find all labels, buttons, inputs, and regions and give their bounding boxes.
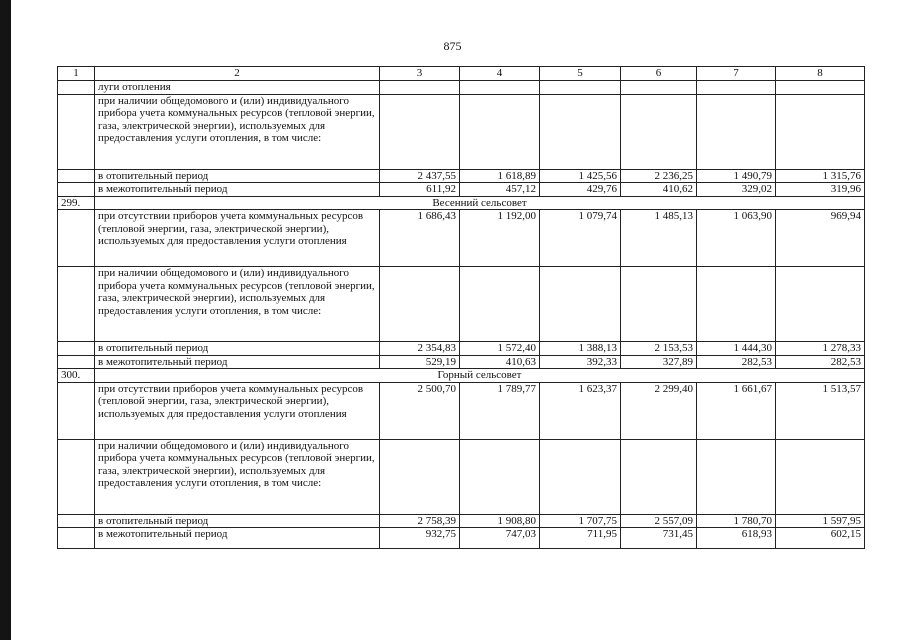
table-row <box>58 514 865 528</box>
value-cell: 1 079,74 <box>540 210 621 267</box>
row-label: при наличии общедомового и (или) индивидуального прибора учета коммунальных ресурсов (тепловой энергии, газа, электрической энергии), используемых для предоставления услуги отопления, в том числе: <box>95 439 380 514</box>
value-cell: 1 597,95 <box>776 514 865 528</box>
value-cell: 1 444,30 <box>697 342 776 356</box>
value-cell: 2 500,70 <box>380 382 460 439</box>
row-label: при наличии общедомового и (или) индивидуального прибора учета коммунальных ресурсов (тепловой энергии, газа, электрической энергии), используемых для предоставления услуги отопления, в том числе: <box>95 267 380 342</box>
value-cell: 618,93 <box>697 528 776 549</box>
col-header: 8 <box>776 67 865 81</box>
value-cell: 1 623,37 <box>540 382 621 439</box>
col-header: 1 <box>58 67 95 81</box>
row-label: в отопительный период <box>95 342 380 356</box>
value-cell: 932,75 <box>380 528 460 549</box>
value-cell: 1 618,89 <box>460 169 540 183</box>
section-number: 300. <box>58 369 95 383</box>
value-cell: 1 278,33 <box>776 342 865 356</box>
value-cell: 457,12 <box>460 183 540 197</box>
value-cell: 2 299,40 <box>621 382 697 439</box>
table-row <box>58 382 865 439</box>
value-cell: 2 354,83 <box>380 342 460 356</box>
value-cell: 747,03 <box>460 528 540 549</box>
value-cell: 711,95 <box>540 528 621 549</box>
table-row <box>58 210 865 267</box>
value-cell: 1 490,79 <box>697 169 776 183</box>
table-row <box>58 528 865 549</box>
value-cell: 2 758,39 <box>380 514 460 528</box>
col-header: 7 <box>697 67 776 81</box>
col-header: 6 <box>621 67 697 81</box>
row-label: в межотопительный период <box>95 355 380 369</box>
value-cell: 282,53 <box>776 355 865 369</box>
tariff-table <box>57 66 865 549</box>
value-cell: 731,45 <box>621 528 697 549</box>
value-cell: 329,02 <box>697 183 776 197</box>
value-cell: 410,62 <box>621 183 697 197</box>
scan-edge-bar <box>0 0 11 640</box>
row-label: при отсутствии приборов учета коммунальных ресурсов (тепловой энергии, газа, электрической энергии), используемых для предоставления услуги отопления <box>95 210 380 267</box>
row-label: в межотопительный период <box>95 183 380 197</box>
section-row <box>58 369 865 383</box>
value-cell: 2 153,53 <box>621 342 697 356</box>
table-row <box>58 342 865 356</box>
value-cell: 1 686,43 <box>380 210 460 267</box>
row-label: в межотопительный период <box>95 528 380 549</box>
value-cell: 529,19 <box>380 355 460 369</box>
value-cell: 2 236,25 <box>621 169 697 183</box>
col-header: 3 <box>380 67 460 81</box>
row-label: в отопительный период <box>95 169 380 183</box>
value-cell: 1 789,77 <box>460 382 540 439</box>
value-cell: 1 780,70 <box>697 514 776 528</box>
value-cell: 611,92 <box>380 183 460 197</box>
value-cell: 410,63 <box>460 355 540 369</box>
header-row <box>58 67 865 81</box>
value-cell: 429,76 <box>540 183 621 197</box>
table-row <box>58 183 865 197</box>
value-cell: 1 063,90 <box>697 210 776 267</box>
table-row <box>58 355 865 369</box>
table-row <box>58 439 865 514</box>
value-cell: 1 707,75 <box>540 514 621 528</box>
col-header: 4 <box>460 67 540 81</box>
section-number: 299. <box>58 196 95 210</box>
value-cell: 1 388,13 <box>540 342 621 356</box>
section-name: Горный сельсовет <box>95 369 865 383</box>
row-label: луги отопления <box>95 81 380 95</box>
table-row <box>58 94 865 169</box>
row-label: в отопительный период <box>95 514 380 528</box>
value-cell: 1 192,00 <box>460 210 540 267</box>
value-cell: 1 908,80 <box>460 514 540 528</box>
value-cell: 602,15 <box>776 528 865 549</box>
section-row <box>58 196 865 210</box>
table-row <box>58 81 865 95</box>
table-row <box>58 169 865 183</box>
col-header: 2 <box>95 67 380 81</box>
row-label: при наличии общедомового и (или) индивидуального прибора учета коммунальных ресурсов (тепловой энергии, газа, электрической энергии), используемых для предоставления услуги отопления, в том числе: <box>95 94 380 169</box>
page-number: 875 <box>443 39 462 53</box>
section-name: Весенний сельсовет <box>95 196 865 210</box>
value-cell: 282,53 <box>697 355 776 369</box>
table-row <box>58 267 865 342</box>
value-cell: 2 437,55 <box>380 169 460 183</box>
value-cell: 327,89 <box>621 355 697 369</box>
col-header: 5 <box>540 67 621 81</box>
value-cell: 969,94 <box>776 210 865 267</box>
row-label: при отсутствии приборов учета коммунальных ресурсов (тепловой энергии, газа, электрической энергии), используемых для предоставления услуги отопления <box>95 382 380 439</box>
value-cell: 1 425,56 <box>540 169 621 183</box>
value-cell: 2 557,09 <box>621 514 697 528</box>
value-cell: 1 513,57 <box>776 382 865 439</box>
value-cell: 1 485,13 <box>621 210 697 267</box>
value-cell: 1 572,40 <box>460 342 540 356</box>
value-cell: 319,96 <box>776 183 865 197</box>
value-cell: 1 661,67 <box>697 382 776 439</box>
value-cell: 392,33 <box>540 355 621 369</box>
value-cell: 1 315,76 <box>776 169 865 183</box>
